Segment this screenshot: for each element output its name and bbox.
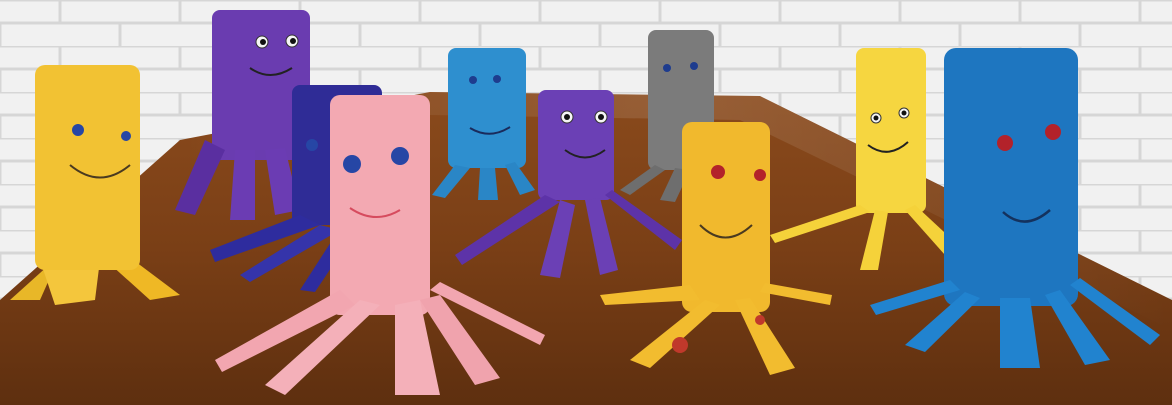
photo-illustration (0, 0, 1172, 405)
octopus-craft-photo (0, 0, 1172, 405)
